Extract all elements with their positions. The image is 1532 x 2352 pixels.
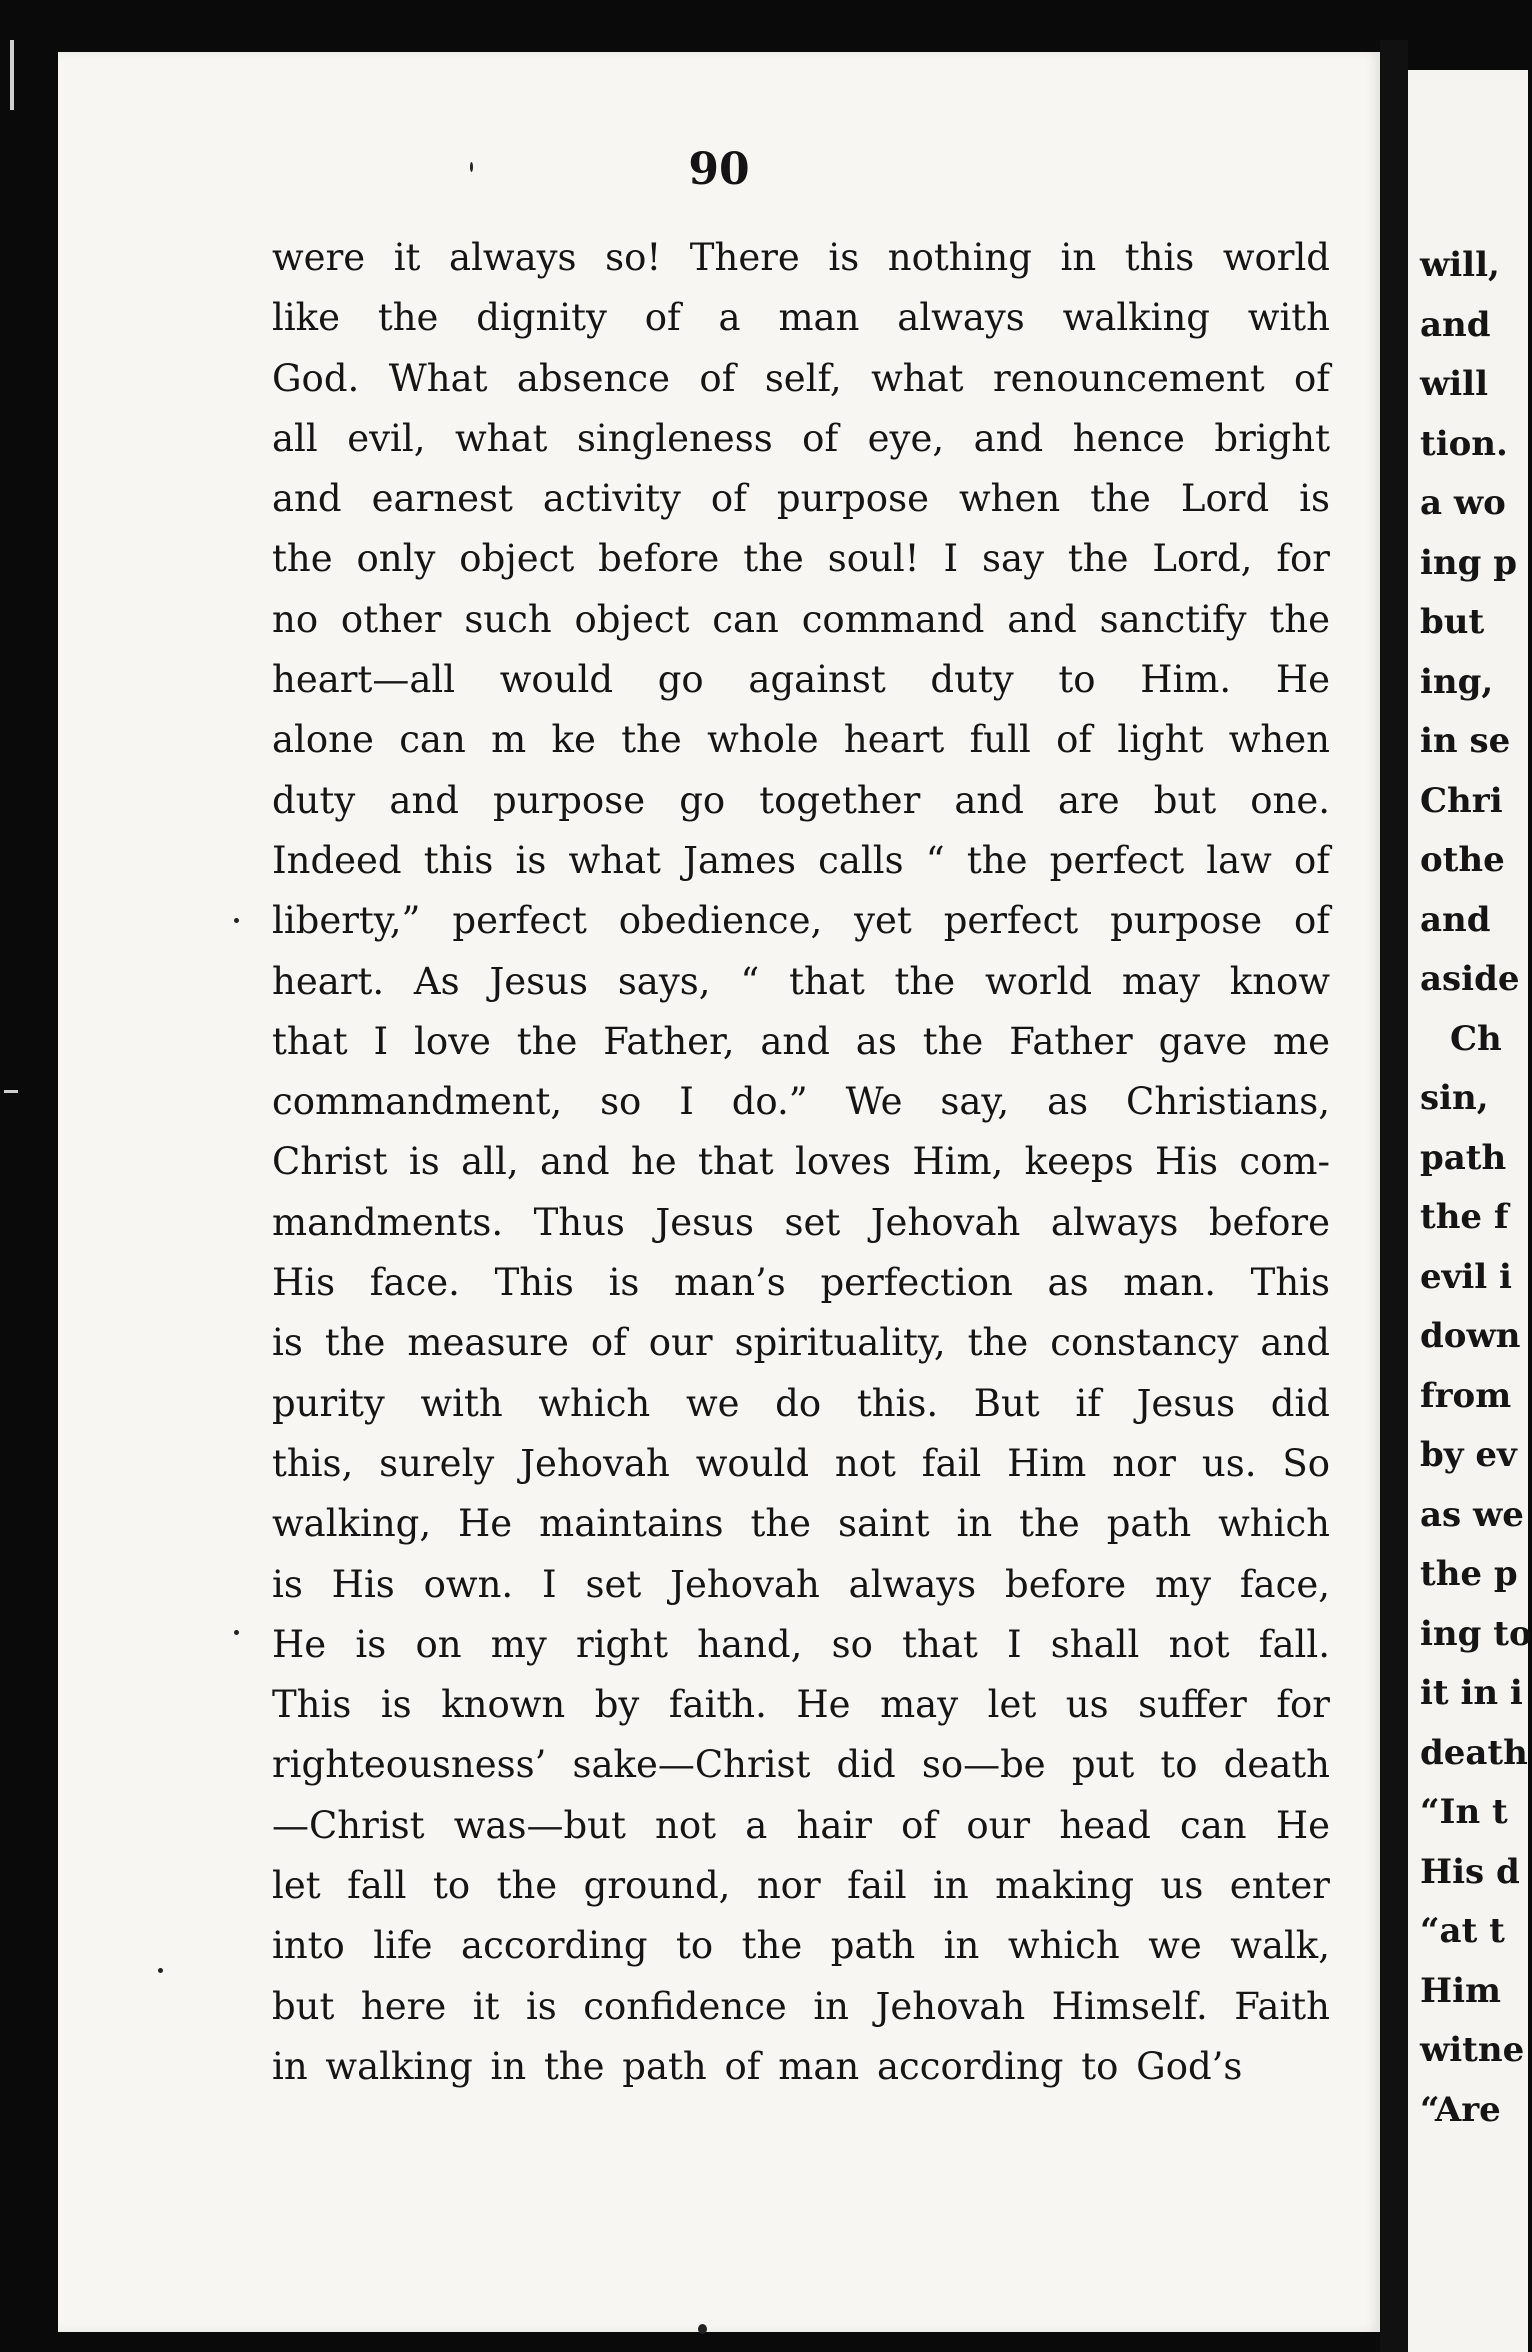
text-line: heart. As Jesus says, “ that the world may know [272,959,1330,1003]
facing-text-line: death [1420,1732,1528,1773]
facing-text-line: “In t [1420,1792,1508,1832]
facing-text-line: Chri [1420,780,1503,821]
facing-text-line: by ev [1420,1435,1517,1475]
facing-text-line: the p [1420,1554,1518,1594]
facing-text-line: but [1420,602,1485,642]
facing-text-line: ing p [1420,542,1518,583]
text-line: is His own. I set Jehovah always before my face, [272,1562,1330,1606]
text-line: This is known by faith. He may let us suffer for [272,1683,1330,1727]
text-line: purity with which we do this. But if Jesus did [272,1381,1330,1425]
text-line: righteousness’ sake—Christ did so—be put to death [272,1743,1330,1787]
ink-speck [470,162,473,172]
ink-speck [698,2324,707,2334]
text-line: duty and purpose go together and are but one. [272,778,1330,822]
text-line: and earnest activity of purpose when the Lord is [272,477,1330,521]
facing-text-line: from [1420,1375,1512,1416]
text-line: but here it is confidence in Jehovah Himself. Faith [272,1984,1330,2028]
facing-text-line: down [1420,1316,1521,1356]
facing-text-line: othe [1420,840,1505,880]
left-page [58,52,1380,2332]
text-line: this, surely Jehovah would not fail Him nor us. So [272,1441,1330,1485]
page-number: 90 [688,144,750,195]
text-line: commandment, so I do.” We say, as Christians, [272,1080,1330,1124]
page-body-text [272,228,1330,2097]
facing-text-line: and [1420,304,1491,345]
text-line: mandments. Thus Jesus set Jehovah always before [272,1200,1330,1244]
facing-text-line: it in i [1420,1673,1523,1713]
ink-speck [234,918,239,923]
facing-text-line: will [1420,364,1489,404]
text-line: that I love the Father, and as the Father gave me [272,1019,1330,1063]
scan-edge-mark [10,40,14,110]
facing-text-line: ing, [1420,661,1494,702]
facing-text-line: will, [1420,245,1500,285]
facing-text-line: path [1420,1137,1507,1178]
facing-text-line: sin, [1420,1078,1489,1118]
facing-text-line: witne [1420,2030,1525,2070]
facing-text-line: “Are [1420,2089,1501,2130]
text-line: heart—all would go against duty to Him. He [272,658,1330,702]
text-line: walking, He maintains the saint in the path which [272,1502,1330,1546]
text-line: all evil, what singleness of eye, and hence bright [272,416,1330,460]
facing-page [1408,70,1532,2352]
facing-text-line: Ch [1450,1018,1502,1059]
text-line: alone can m ke the whole heart full of light when [272,718,1330,762]
text-line: in walking in the path of man according to God’s [272,2044,1243,2088]
scan-edge-mark [4,1090,18,1093]
facing-text-line: “at t [1420,1911,1505,1951]
text-line: Christ is all, and he that loves Him, keeps His com- [272,1140,1330,1184]
facing-text-line: His d [1420,1851,1520,1892]
facing-text-line: a wo [1420,483,1506,523]
facing-page-text [1420,236,1532,2140]
text-line: Indeed this is what James calls “ the perfect law of [272,838,1330,882]
text-line: His face. This is man’s perfection as man. This [272,1261,1330,1305]
text-line: is the measure of our spirituality, the constancy and [272,1321,1330,1365]
facing-text-line: evil i [1420,1256,1512,1297]
text-line: the only object before the soul! I say the Lord, for [272,537,1330,581]
ink-speck [158,1968,163,1973]
facing-text-line: aside [1420,959,1520,999]
facing-text-line: tion. [1420,423,1508,464]
text-line: into life according to the path in which we walk, [272,1924,1330,1968]
text-line: like the dignity of a man always walking with [272,296,1330,340]
page-gutter [1380,40,1408,2352]
text-line: He is on my right hand, so that I shall not fall. [272,1622,1330,1666]
text-line: no other such object can command and sanctify the [272,597,1330,641]
facing-text-line: and [1420,899,1491,940]
text-line: were it always so! There is nothing in this world [272,236,1330,279]
text-line: —Christ was—but not a hair of our head can He [272,1803,1330,1847]
facing-text-line: ing to [1420,1613,1532,1654]
text-line: liberty,” perfect obedience, yet perfect purpose of [272,899,1330,943]
ink-speck [234,1630,239,1635]
facing-text-line: in se [1420,721,1511,761]
facing-text-line: the f [1420,1197,1509,1237]
facing-text-line: as we [1420,1494,1524,1535]
facing-text-line: Him [1420,1970,1502,2011]
text-line: let fall to the ground, nor fail in making us enter [272,1864,1330,1908]
text-line: God. What absence of self, what renouncement of [272,356,1330,400]
